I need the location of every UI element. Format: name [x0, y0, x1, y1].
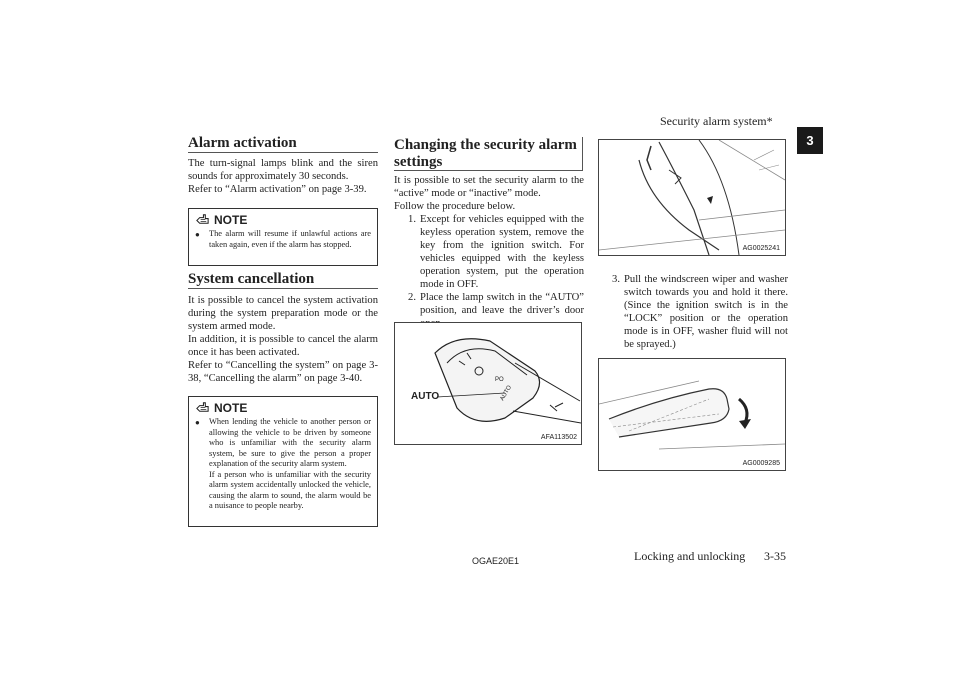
- note-text: The alarm will resume if unlawful actions are taken again, even if the alarm has stopped.: [209, 229, 371, 249]
- lamp-switch-figure: [394, 322, 582, 445]
- note-header: [189, 209, 377, 229]
- note-text-part: If a person who is unfamiliar with the security alarm system accidentally unlocked the vehicle, causing the alarm to sound, the alarm would be a nuisance to people nearby.: [209, 469, 371, 510]
- chapter-tab: 3: [797, 127, 823, 154]
- wiper-switch-figure: [598, 358, 786, 471]
- step-number: 1.: [408, 214, 416, 225]
- alarm-activation-text: [188, 157, 378, 196]
- paragraph: Follow the procedure below.: [394, 201, 516, 212]
- svg-text:AUTO: AUTO: [499, 384, 514, 402]
- figure-code: AG0025241: [742, 245, 780, 252]
- heading-changing-settings: Changing the security alarm settings: [394, 137, 577, 170]
- bullet-icon: ●: [195, 230, 200, 239]
- note-header: [189, 397, 377, 417]
- bullet-icon: ●: [195, 418, 200, 427]
- step-text: Pull the windscreen wiper and washer switch towards you and hold it there. (Since the ignition switch is in the “LOCK” position or the operation mode is in OFF, washer fluid will not be sprayed.): [624, 274, 788, 350]
- page-number: 3-35: [764, 549, 786, 563]
- note-text: [209, 417, 371, 512]
- procedure-list: [394, 213, 584, 330]
- heading-rule: [394, 170, 583, 171]
- running-header: Security alarm system*: [660, 114, 773, 128]
- steering-column-illustration: [599, 140, 785, 255]
- paragraph: The turn-signal lamps blink and the siren sounds for approximately 30 seconds.: [188, 158, 378, 182]
- step-number: 2.: [408, 292, 416, 303]
- note-box: [188, 396, 378, 527]
- note-text-part: When lending the vehicle to another person or allowing the vehicle to be driven by someone who is unfamiliar with the security alarm system, be sure to give the person a proper explanation of the security alarm system.: [209, 417, 371, 468]
- note-content: [189, 417, 377, 517]
- document-code: OGAE20E1: [472, 556, 520, 566]
- heading-system-cancellation: System cancellation: [188, 271, 378, 289]
- system-cancellation-text: [188, 294, 378, 385]
- list-item: [598, 273, 788, 351]
- steering-column-figure: [598, 139, 786, 256]
- lamp-switch-illustration: [395, 323, 581, 444]
- wiper-switch-illustration: [599, 359, 785, 470]
- note-label: NOTE: [214, 400, 248, 415]
- note-hand-icon: [195, 212, 210, 227]
- step-text: Place the lamp switch in the “AUTO” position, and leave the driver’s door: [420, 292, 584, 316]
- changing-settings-text: [394, 174, 584, 330]
- figure-code: AG0009285: [742, 460, 780, 467]
- step-number: 3.: [612, 274, 620, 285]
- paragraph: In addition, it is possible to cancel the alarm once it has been activated.: [188, 334, 378, 358]
- svg-text:PO: PO: [495, 377, 504, 383]
- paragraph: Refer to “Alarm activation” on page 3-39.: [188, 184, 367, 195]
- figure-code: AFA113502: [540, 434, 577, 441]
- footer-chapter-title: Locking and unlocking: [634, 549, 746, 563]
- paragraph: It is possible to cancel the system activation during the system preparation mode or the system armed mode.: [188, 295, 378, 332]
- step-3-text: [598, 273, 788, 351]
- auto-callout: AUTO: [411, 391, 440, 402]
- heading-rule-vertical: [582, 137, 583, 170]
- step-text: Except for vehicles equipped with the keyless operation system, remove the key from the ignition switch. For vehicles equipped with the keyless operation system, put the operation mode in OFF.: [420, 214, 584, 290]
- note-box: [188, 208, 378, 266]
- heading-alarm-activation: Alarm activation: [188, 135, 378, 153]
- note-content: [189, 229, 377, 255]
- list-item: [394, 213, 584, 291]
- paragraph: It is possible to set the security alarm to the “active” mode or “inactive” mode.: [394, 175, 584, 199]
- note-label: NOTE: [214, 212, 248, 227]
- note-hand-icon: [195, 400, 210, 415]
- paragraph: Refer to “Cancelling the system” on page 3-38, “Cancelling the alarm” on page 3-40.: [188, 360, 378, 384]
